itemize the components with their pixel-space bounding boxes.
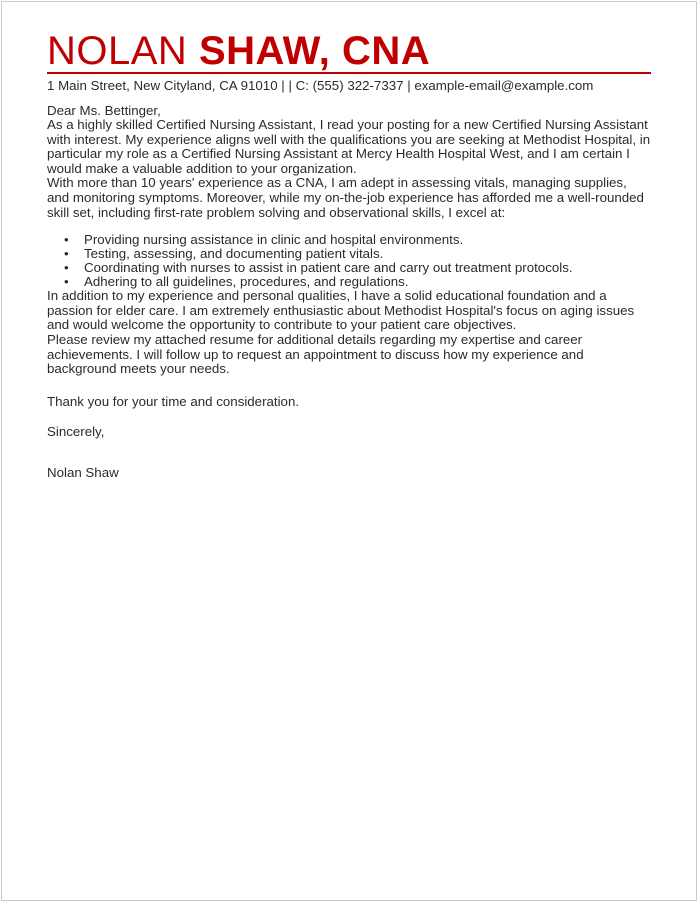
bullet-icon: • [64,246,69,262]
closing: Sincerely, [47,423,105,439]
skill-text: Coordinating with nurses to assist in patient care and carry out treatment protocols. [84,260,573,276]
body-paragraph-experience: With more than 10 years' experience as a CNA, I am adept in assessing vitals, managing supplies, and monitoring symptoms. Moreover, while my on-the-job experience has afforded me a well-rounded skill set, including first-rate problem solving and observational skills, I excel at: [47,175,644,220]
body-paragraph-intro: As a highly skilled Certified Nursing Assistant, I read your posting for a new Certified Nursing Assistant with interest. My experience aligns well with the qualifications you are seeking at Methodist Hospital, in particular my role as a Certified Nursing Assistant at Mercy Health Hospital West, and I am certain I would make a valuable addition to your organization. [47,117,651,176]
applicant-name-heading [47,28,653,72]
skills-list-item [47,261,653,275]
salutation: Dear Ms. Bettinger, [47,103,161,118]
bullet-icon: • [64,232,69,248]
cover-letter [47,28,653,480]
applicant-first-name: NOLAN [47,29,199,72]
body-paragraph-education: In addition to my experience and personal qualities, I have a solid educational foundation and a passion for elder care. I am extremely enthusiastic about Methodist Hospital's focus on aging issues and would welcome the opportunity to contribute to your patient care objectives. [47,288,635,333]
body-paragraph-follow-up: Please review my attached resume for additional details regarding my expertise and career achievements. I will follow up to request an appointment to discuss how my experience and background meets your needs. [47,331,584,377]
bullet-icon: • [64,274,69,290]
contact-info: 1 Main Street, New Cityland, CA 91010 | | C: (555) 322-7337 | example-email@example.com [47,78,594,93]
skills-list-item [47,247,653,261]
thank-you-line: Thank you for your time and consideration. [47,393,300,409]
skills-list-item [47,233,653,247]
skill-text: Providing nursing assistance in clinic and hospital environments. [84,232,464,248]
bullet-icon: • [64,260,69,276]
skills-list [47,233,653,289]
skills-list-item [47,275,653,289]
applicant-last-name-credential: SHAW, CNA [198,29,431,72]
skill-text: Adhering to all guidelines, procedures, and regulations. [84,274,409,290]
skill-text: Testing, assessing, and documenting patient vitals. [84,246,384,262]
header-divider [47,72,651,74]
signature-name: Nolan Shaw [47,464,119,480]
